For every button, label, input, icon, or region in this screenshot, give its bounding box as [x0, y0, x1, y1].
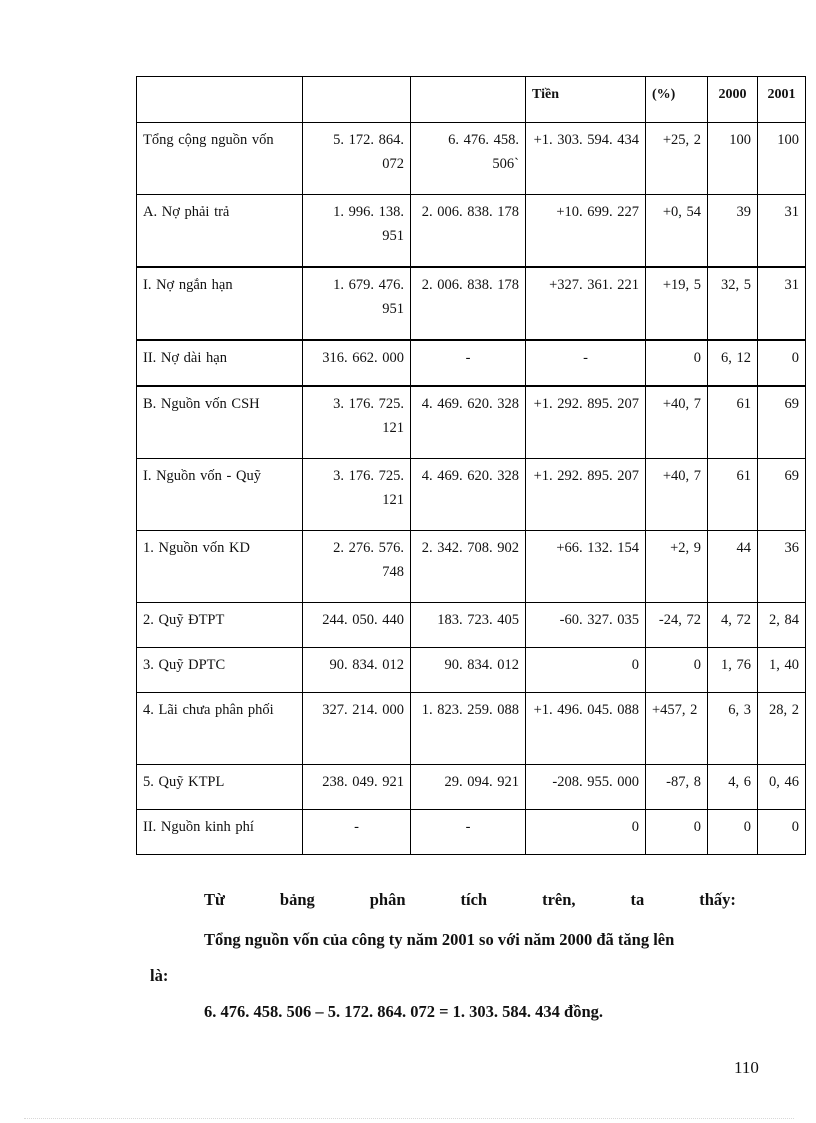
value-cell: 327. 214. 000 — [303, 693, 411, 765]
value-cell: 2. 342. 708. 902 — [411, 531, 526, 603]
value-cell: +25, 2 — [646, 123, 708, 195]
header-cell-tien: Tiền — [526, 77, 646, 123]
value-cell: 4. 469. 620. 328 — [411, 386, 526, 459]
table-row — [137, 195, 806, 268]
value-cell: -208. 955. 000 — [526, 765, 646, 810]
value-cell: +66. 132. 154 — [526, 531, 646, 603]
row-label: 3. Quỹ DPTC — [137, 648, 303, 693]
header-cell — [411, 77, 526, 123]
table-row — [137, 531, 806, 603]
value-cell: 0 — [758, 810, 806, 855]
value-cell: 31 — [758, 267, 806, 340]
value-cell: 90. 834. 012 — [303, 648, 411, 693]
value-cell: 31 — [758, 195, 806, 268]
header-cell — [137, 77, 303, 123]
value-cell: 3. 176. 725. 121 — [303, 386, 411, 459]
value-cell: +457, 2 — [646, 693, 708, 765]
table-row — [137, 765, 806, 810]
value-cell: 90. 834. 012 — [411, 648, 526, 693]
value-cell: 0 — [646, 810, 708, 855]
table-row — [137, 386, 806, 459]
value-cell: +2, 9 — [646, 531, 708, 603]
row-label: 4. Lãi chưa phân phối — [137, 693, 303, 765]
row-label: 5. Quỹ KTPL — [137, 765, 303, 810]
value-cell: +1. 292. 895. 207 — [526, 459, 646, 531]
value-cell: 316. 662. 000 — [303, 340, 411, 386]
value-cell: -24, 72 — [646, 603, 708, 648]
value-cell: 0 — [708, 810, 758, 855]
row-label: 2. Quỹ ĐTPT — [137, 603, 303, 648]
table-row — [137, 603, 806, 648]
row-label: I. Nguồn vốn - Quỹ — [137, 459, 303, 531]
value-cell: - — [303, 810, 411, 855]
value-cell: 1. 679. 476. 951 — [303, 267, 411, 340]
value-cell: 61 — [708, 386, 758, 459]
value-cell: +1. 292. 895. 207 — [526, 386, 646, 459]
header-cell — [303, 77, 411, 123]
page-number: 110 — [734, 1058, 759, 1077]
page-bottom-divider — [24, 1118, 794, 1119]
row-label: B. Nguồn vốn CSH — [137, 386, 303, 459]
value-cell: 6, 12 — [708, 340, 758, 386]
value-cell: 69 — [758, 459, 806, 531]
value-cell: 0 — [526, 810, 646, 855]
value-cell: 2. 276. 576. 748 — [303, 531, 411, 603]
value-cell: +1. 303. 594. 434 — [526, 123, 646, 195]
word: tích — [460, 890, 488, 909]
value-cell: 29. 094. 921 — [411, 765, 526, 810]
word: Từ — [204, 890, 225, 909]
value-cell: -60. 327. 035 — [526, 603, 646, 648]
value-cell: 4, 72 — [708, 603, 758, 648]
row-label: I. Nợ ngắn hạn — [137, 267, 303, 340]
value-cell: 6, 3 — [708, 693, 758, 765]
calculation-line: 6. 476. 458. 506 – 5. 172. 864. 072 = 1. 303. 584. 434 đồng. — [204, 1002, 604, 1021]
value-cell: 69 — [758, 386, 806, 459]
value-cell: 4. 469. 620. 328 — [411, 459, 526, 531]
value-cell: 32, 5 — [708, 267, 758, 340]
value-cell: +40, 7 — [646, 386, 708, 459]
value-cell: 6. 476. 458. 506` — [411, 123, 526, 195]
value-cell: +10. 699. 227 — [526, 195, 646, 268]
value-cell: 0 — [646, 340, 708, 386]
value-cell: 36 — [758, 531, 806, 603]
value-cell: 39 — [708, 195, 758, 268]
value-cell: 244. 050. 440 — [303, 603, 411, 648]
value-cell: 61 — [708, 459, 758, 531]
table-row — [137, 123, 806, 195]
value-cell: 238. 049. 921 — [303, 765, 411, 810]
value-cell: 1, 76 — [708, 648, 758, 693]
value-cell: 1. 996. 138. 951 — [303, 195, 411, 268]
value-cell: +327. 361. 221 — [526, 267, 646, 340]
value-cell: 100 — [758, 123, 806, 195]
value-cell: 4, 6 — [708, 765, 758, 810]
value-cell: 2. 006. 838. 178 — [411, 267, 526, 340]
value-cell: 5. 172. 864. 072 — [303, 123, 411, 195]
word: trên, — [542, 890, 576, 909]
row-label: II. Nguồn kinh phí — [137, 810, 303, 855]
value-cell: 0 — [526, 648, 646, 693]
row-label: II. Nợ dài hạn — [137, 340, 303, 386]
value-cell: 100 — [708, 123, 758, 195]
value-cell: 28, 2 — [758, 693, 806, 765]
value-cell: 3. 176. 725. 121 — [303, 459, 411, 531]
row-label: Tổng cộng nguồn vốn — [137, 123, 303, 195]
value-cell: 183. 723. 405 — [411, 603, 526, 648]
header-cell-percent: (%) — [646, 77, 708, 123]
paragraph-line-1 — [204, 890, 736, 910]
table-header-row — [137, 77, 806, 123]
value-cell: - — [526, 340, 646, 386]
financial-table — [136, 76, 806, 855]
value-cell: 1, 40 — [758, 648, 806, 693]
table-row — [137, 267, 806, 340]
table-row — [137, 693, 806, 765]
header-cell-2000: 2000 — [708, 77, 758, 123]
value-cell: - — [411, 340, 526, 386]
row-label: A. Nợ phải trả — [137, 195, 303, 268]
value-cell: 0 — [758, 340, 806, 386]
value-cell: +19, 5 — [646, 267, 708, 340]
value-cell: 44 — [708, 531, 758, 603]
paragraph-line-2: Tổng nguồn vốn của công ty năm 2001 so với năm 2000 đã tăng lên — [204, 930, 675, 949]
value-cell: +40, 7 — [646, 459, 708, 531]
header-cell-2001: 2001 — [758, 77, 806, 123]
table-row — [137, 340, 806, 386]
value-cell: 2. 006. 838. 178 — [411, 195, 526, 268]
word: thấy: — [699, 890, 736, 909]
value-cell: 2, 84 — [758, 603, 806, 648]
value-cell: -87, 8 — [646, 765, 708, 810]
word: phân — [369, 890, 406, 909]
word: bảng — [279, 890, 315, 909]
value-cell: 0 — [646, 648, 708, 693]
row-label: 1. Nguồn vốn KD — [137, 531, 303, 603]
value-cell: +0, 54 — [646, 195, 708, 268]
value-cell: - — [411, 810, 526, 855]
value-cell: 1. 823. 259. 088 — [411, 693, 526, 765]
paragraph-line-3: là: — [150, 966, 169, 985]
value-cell: +1. 496. 045. 088 — [526, 693, 646, 765]
table-row — [137, 810, 806, 855]
table-row — [137, 459, 806, 531]
word: ta — [630, 890, 645, 909]
table-row — [137, 648, 806, 693]
value-cell: 0, 46 — [758, 765, 806, 810]
